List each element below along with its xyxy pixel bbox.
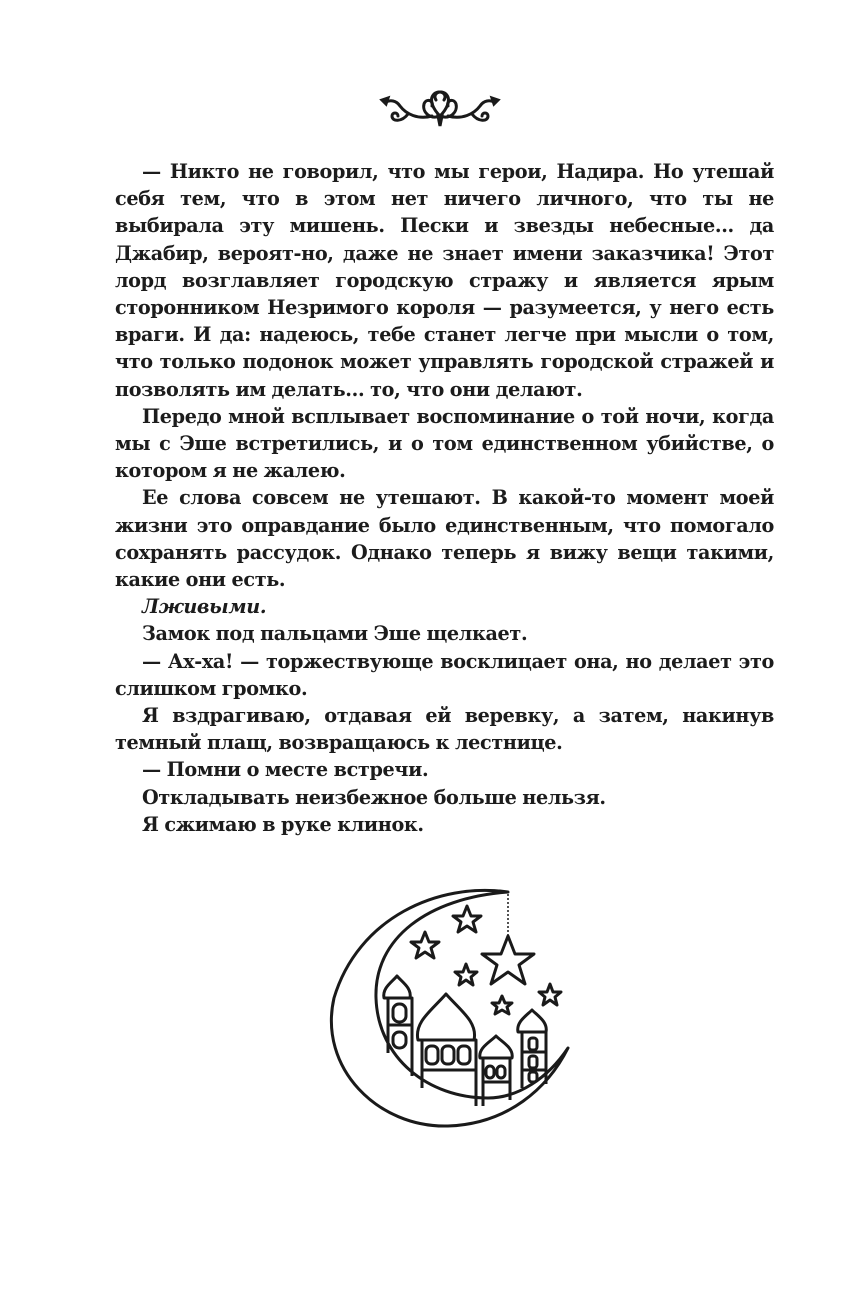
- paragraph-italic-word: Лживыми.: [142, 595, 267, 619]
- paragraph-inevitable: Откладывать неизбежное больше нельзя.: [142, 785, 606, 809]
- paragraph-reflection: Ее слова совсем не утешают. В какой-то момент моей жизни это оправдание было единственным, что помогало сохранять рассудок. Однако теперь я вижу вещи такими, какие они есть.: [115, 486, 774, 592]
- paragraph-dialogue-2: — Ах-ха! — торжествующе восклицает она, но делает это слишком громко.: [115, 649, 774, 700]
- paragraph-blade: Я сжимаю в руке клинок.: [142, 812, 424, 836]
- paragraph-dialogue-3: — Помни о месте встречи.: [142, 758, 429, 782]
- paragraph-lock: Замок под пальцами Эше щелкает.: [142, 622, 528, 646]
- chapter-text: [115, 158, 774, 838]
- paragraph-rope: Я вздрагиваю, отдавая ей веревку, а затем, накинув темный плащ, возвращаюсь к лестнице.: [115, 704, 774, 755]
- paragraph-dialogue-1: — Никто не говорил, что мы герои, Надира. Но утешай себя тем, что в этом нет ничего личного, что ты не выбирала эту мишень. Пески и звезды небесные... да Джабир, вероят-но, даже не знает имени заказчика! Этот лорд возглавляет городскую стражу и является ярым сторонником Незримого короля — разумеется, у него есть враги. И да: надеюсь, тебе станет легче при мысли о том, что только подонок может управлять городской стражей и позволять им делать... то, что они делают.: [115, 160, 774, 401]
- floral-ornament-icon: [378, 86, 502, 132]
- crescent-moon-mosque-icon: [318, 888, 576, 1128]
- paragraph-memory: Передо мной всплывает воспоминание о той ночи, когда мы с Эше встретились, и о том единственном убийстве, о котором я не жалею.: [115, 404, 774, 483]
